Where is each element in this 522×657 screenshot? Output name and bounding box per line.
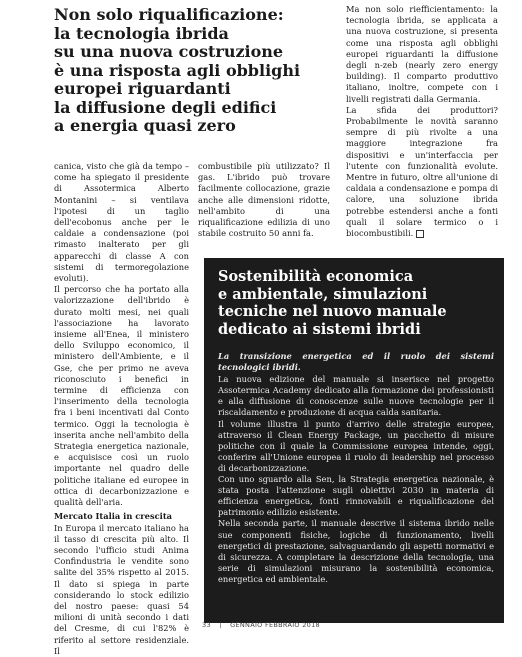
sidebar-box bbox=[204, 258, 504, 623]
article-column-1 bbox=[54, 161, 189, 657]
headline-line: su una nuova costruzione bbox=[54, 42, 284, 61]
paragraph bbox=[346, 105, 498, 239]
box-lead: La transizione energetica ed il ruolo dei sistemi tecnologici ibridi. bbox=[218, 351, 494, 373]
paragraph: combustibile più utilizzato? Il gas. L'ibrido può trovare facilmente collocazione, grazie anche alle dimensioni ridotte, nell'ambito di una riqualificazione edilizia di uno stabile costruito 50 anni fa. bbox=[198, 161, 330, 239]
article-column-2 bbox=[198, 161, 330, 239]
paragraph: La nuova edizione del manuale si inserisce nel progetto Assotermica Academy dedicato alla formazione dei professionisti e alla diffusione di conoscenze sulle nuove tecnologie per il riscaldamento e produzione di acqua calda sanitaria. bbox=[218, 374, 494, 418]
box-title-line: Sostenibilità economica bbox=[218, 268, 414, 285]
end-of-article-icon bbox=[416, 230, 424, 238]
paragraph: Il percorso che ha portato alla valorizzazione dell'ibrido è durato molti mesi, nei quali l'associazione ha lavorato insieme all'Enea, il ministero dello Sviluppo economico, il ministero dell'Ambiente, e il Gse, che per primo ne aveva riconosciuto i benefici in termine di efficienza con l'inserimento della tecnologia fra i beni incentivati dal Conto termico. Oggi la tecnologia è inserita anche nell'ambito della Strategia energetica nazionale, e acquisisce così un ruolo importante nel quadro delle politiche italiane ed europee in ottica di decarbonizzazione e qualità dell'aria. bbox=[54, 284, 189, 508]
headline-line: la diffusione degli edifici bbox=[54, 97, 277, 117]
box-title-line: e ambientale, simulazioni bbox=[218, 285, 428, 303]
box-title-line: dedicato ai sistemi ibridi bbox=[218, 320, 421, 338]
paragraph: Con uno sguardo alla Sen, la Strategia energetica nazionale, è stata posta l'attenzione sugli obiettivi 2030 in materia di efficienza energetica, fonti rinnovabili e riqualificazione del patrimonio edilizio esistente. bbox=[218, 474, 494, 518]
headline-line: a energia quasi zero bbox=[54, 116, 236, 135]
paragraph-text: La sfida dei produttori? Probabilmente le novità saranno sempre di più rivolte a una maggiore integrazione fra dispositivi e un'interfaccia per l'utente con funzionalità evolute. Mentre in futuro, oltre all'unione di caldaia a condensazione e pompa di calore, una soluzione ibrida potrebbe estendersi anche a fonti quali il solare termico o i biocombustibili. bbox=[346, 104, 498, 239]
headline-line: la tecnologia ibrida bbox=[54, 23, 229, 43]
section-subheading: Mercato Italia in crescita bbox=[54, 511, 173, 522]
article-column-3 bbox=[346, 4, 498, 239]
box-title-line: tecniche nel nuovo manuale bbox=[218, 303, 447, 320]
headline-line: è una risposta agli obblighi bbox=[54, 60, 301, 80]
footer-separator: | bbox=[219, 621, 222, 629]
paragraph: Ma non solo riefficientamento: la tecnologia ibrida, se applicata a una nuova costruzione, si presenta come una risposta agli obblighi europei riguardanti la diffusione degli n-zeb (nearly zero energy building). Il comparto produttivo italiano, inoltre, compete con i livelli registrati dalla Germania. bbox=[346, 4, 498, 104]
paragraph: Nella seconda parte, il manuale descrive il sistema ibrido nelle sue componenti fisiche, logiche di funzionamento, livelli energetici di prestazione, salvaguardando gli aspetti normativi e di sicurezza. A completare la descrizione della tecnologia, una serie di simulazioni misurano la sostenibilità economica, energetica ed ambientale. bbox=[218, 518, 494, 584]
page-footer bbox=[0, 621, 522, 629]
page-number: 33 bbox=[202, 621, 211, 629]
paragraph: In Europa il mercato italiano ha il tasso di crescita più alto. Il secondo l'ufficio studi Anima Confindustria le vendite sono salite del 35% rispetto al 2015. Il dato si spiega in parte considerando lo stock edilizio del nostro paese: quasi 54 milioni di unità secondo i dati del Cresme, di cui l'82% è riferito al settore residenziale. Il bbox=[54, 522, 189, 656]
paragraph: canica, visto che già da tempo – come ha spiegato il presidente di Assotermica Alberto Montanini – si ventilava l'ipotesi di un taglio dell'ecobonus anche per le caldaie a condensazione (poi rimasto inalterato per gli apparecchi di classe A con sistemi di termoregolazione evoluti). bbox=[54, 161, 189, 284]
headline bbox=[54, 6, 316, 136]
issue-date: GENNAIO FEBBRAIO 2018 bbox=[230, 621, 320, 629]
box-title bbox=[218, 268, 498, 338]
headline-line: europei riguardanti bbox=[54, 79, 231, 98]
box-body bbox=[218, 351, 494, 585]
headline-line: Non solo riqualificazione: bbox=[54, 5, 284, 24]
paragraph: Il volume illustra il punto d'arrivo delle strategie europee, attraverso il Clean Energy Package, un pacchetto di misure politiche con il quale la Commissione europea intende, oggi, conferire all'Unione europea il ruolo di leadership nel processo di decarbonizzazione. bbox=[218, 418, 494, 473]
